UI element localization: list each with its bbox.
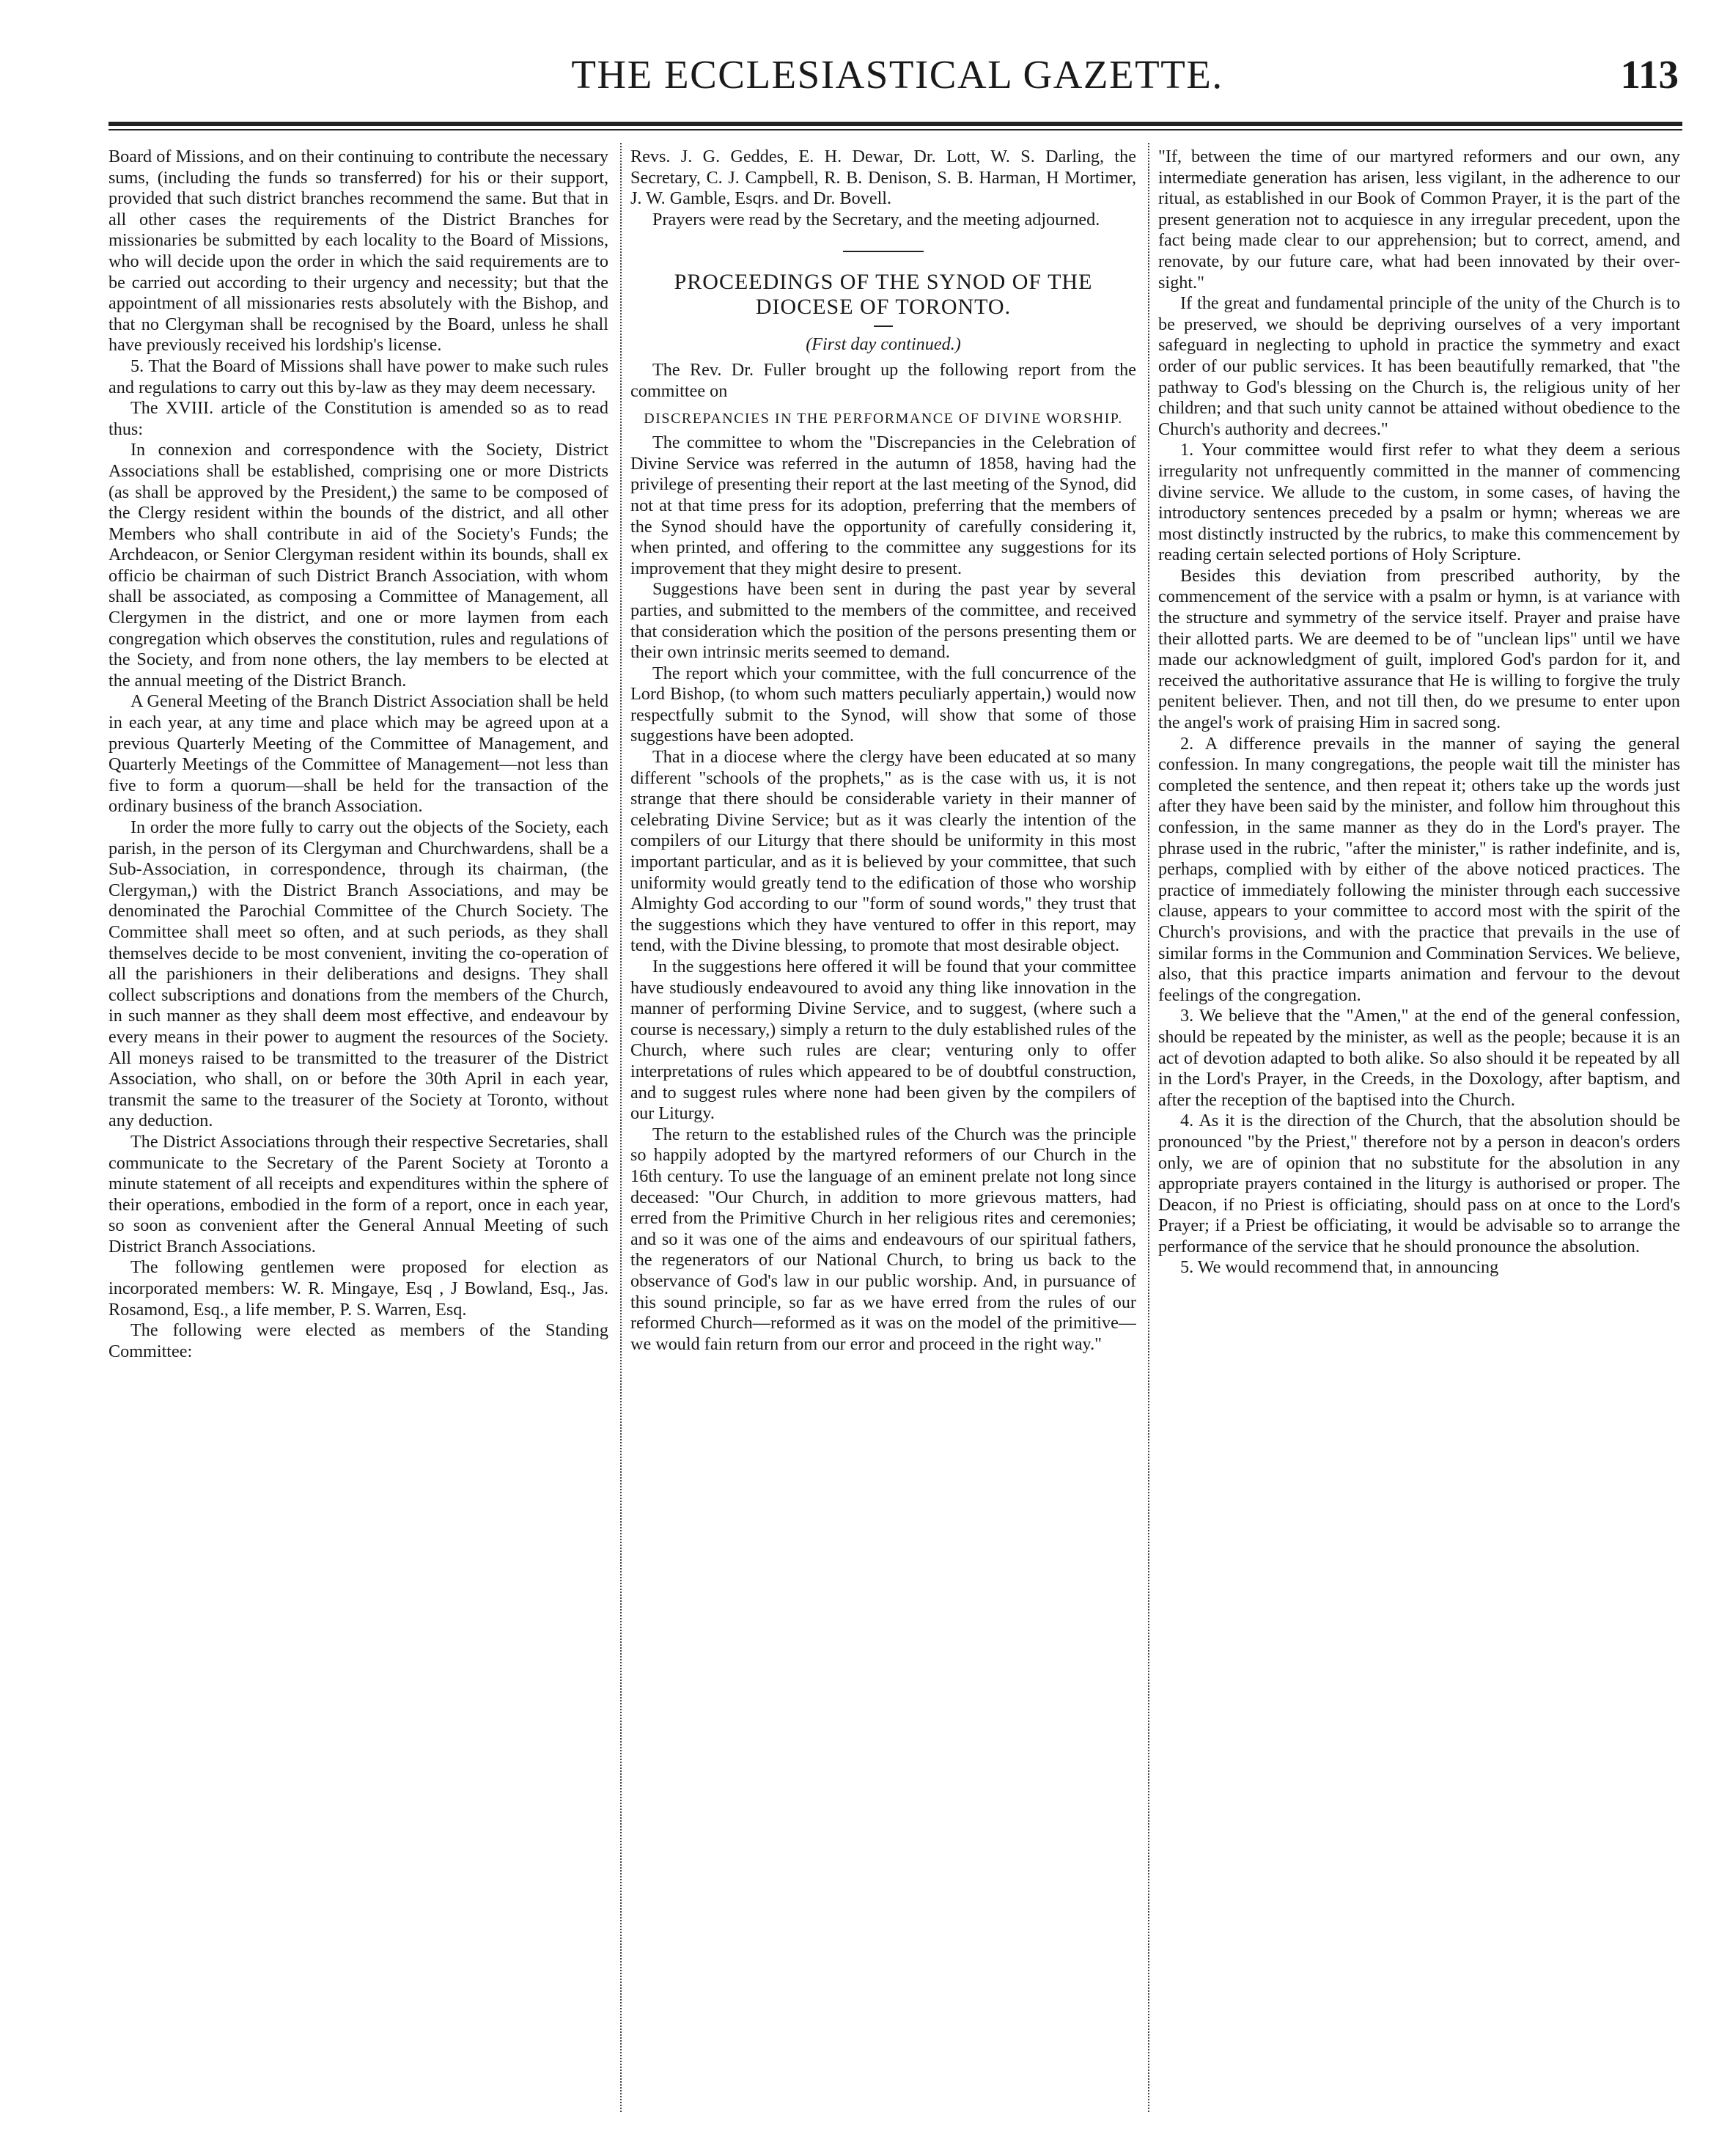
paragraph: The District Associations through their respective Secretaries, shall communicate to the Secretary of the Parent Society at Toronto a minute statement of all receipts and expenditures within the sphere of their operations, embodied in the form of a report, once in each year, so soon as convenient after the General Annual Meeting of such District Branch Associations. <box>108 1131 608 1257</box>
paragraph: 4. As it is the direction of the Church, that the absolution should be pronounced "by the Priest," therefore not by a person in deacon's orders only, we are of opinion that no substitute for the absolution in any appropriate prayers contained in the liturgy is authorised or proper. The Deacon, if no Priest is officiating, should pass on at once to the Lord's Prayer; if a Priest be officiating, it would be advisable so to arrange the performance of the service that he should pronounce the absolution. <box>1158 1111 1680 1257</box>
paragraph: Besides this deviation from prescribed authority, by the commencement of the service with a psalm or hymn, is at variance with the structure and symmetry of the service itself. Prayer and praise have their allotted parts. We are deemed to be of "unclean lips" until we have made our acknowledgment of guilt, implored God's pardon for it, and received the authoritative assurance that He is willing to forgive the truly penitent believer. Then, and not till then, do we presume to enter upon the angel's work of praising Him in sacred song. <box>1158 565 1680 733</box>
paragraph: The following gentlemen were proposed for election as incorporated members: W. R. Mingaye, Esq , J Bowland, Esq., Jas. Rosamond, Esq., a life member, P. S. Warren, Esq. <box>108 1257 608 1320</box>
page-number: 113 <box>1620 52 1679 97</box>
heading-divider <box>874 325 893 327</box>
paragraph: Prayers were read by the Secretary, and the meeting adjourned. <box>652 209 1100 229</box>
paragraph: The XVIII. article of the Constitution is amended so as to read thus: <box>108 398 608 439</box>
paragraph: Board of Missions, and on their continuing to contribute the necessary sums, (including the funds so transferred) for his or their support, provided that such district branches recommend the same. But that in all other cases the requirements of the District Branches for missionaries be submitted by each locality to the Board of Missions, who will decide upon the order in which the said requirements are to be carried out according to their urgency and necessity; but that the appointment of all missionaries rests absolutely with the Bishop, and that no Clergyman shall be recognised by the Board, unless he shall have previously received his lordship's license. <box>108 147 608 356</box>
paragraph: In order the more fully to carry out the objects of the Society, each parish, in the person of its Clergyman and Churchwardens, shall be a Sub-Association, in correspondence, through its chairman, (the Clergyman,) with the District Branch Associations, and may be denominated the Parochial Committee of the Church Society. The Committee shall meet so often, and at such periods, as they shall themselves decide to be most convenient, inviting the co-operation of all the parishioners in their deliberations and designs. They shall collect subscriptions and donations from the members of the Church, in such manner as they shall deem most effective, and endeavour by every means in their power to augment the resources of the Society. All moneys raised to be transmitted to the treasurer of the District Association, who shall, on or before the 30th April in each year, transmit the same to the treasurer of the Society at Toronto, without any deduction. <box>108 817 608 1131</box>
header-rule-thin <box>108 129 1682 130</box>
column-divider <box>620 143 622 2112</box>
paragraph: "If, between the time of our martyred reformers and our own, any intermediate generation has arisen, less vigilant, in the adherence to our ritual, as established in our Book of Common Prayer, it is the part of the present generation not to acquiesce in any irregular precedent, upon the fact being made clear to our apprehension; but to correct, amend, and renovate, by our future care, what had been innovated by their over-sight." <box>1158 147 1680 293</box>
column-2 <box>630 147 1136 2112</box>
paragraph: The return to the established rules of the Church was the principle so happily adopted by the martyred reformers of our Church in the 16th century. To use the language of an eminent prelate not long since deceased: "Our Church, in addition to more grievous matters, had erred from the Primitive Church in her religious rites and ceremonies; and so it was one of the aims and endeavours of our spiritual fathers, the regenerators of our National Church, to bring us back to the observance of God's law in our public worship. And, in pursuance of this sound principle, so far as we have erred from the rules of our reformed Church—reformed as it was on the model of the primitive—we would fain return from our error and proceed in the right way." <box>630 1124 1136 1354</box>
column-3 <box>1158 147 1680 2112</box>
paragraph: That in a diocese where the clergy have been educated at so many different "schools of the prophets," as is the case with us, it is not strange that there should be considerable variety in their manner of celebrating Divine Service; but as it was clearly the intention of the compilers of our Liturgy that there should be uniformity in this most important particular, and as it is believed by your committee, that such uniformity would greatly tend to the edification of those who worship Almighty God according to our "form of sound words," they trust that the suggestions which they have ventured to offer in this report, may tend, with the Divine blessing, to promote that most desirable object. <box>630 747 1136 956</box>
paragraph: 2. A difference prevails in the manner of saying the general confession. In many congregations, the people wait till the minister has completed the sentence, and then repeat it; others take up the words just after they have been said by the minister, and follow him throughout this confession, in the same manner as they do in the Lord's prayer. The phrase used in the rubric, "after the minister," is rather indefinite, and is, perhaps, complied with by either of the above noticed practices. The practice of immediately following the minister through each successive clause, appears to your committee to accord most with the spirit of the Church's provisions, and with the practice that prevails in the use of similar forms in the Communion and Commination Services. We believe, also, that this practice imparts animation and fervour to the devout feelings of the congregation. <box>1158 733 1680 1005</box>
page-title: THE ECCLESIASTICAL GAZETTE. <box>571 52 1223 97</box>
page-header <box>108 44 1686 110</box>
paragraph: The report which your committee, with the full concurrence of the Lord Bishop, (to whom such matters peculiarly appertain,) would now respectfully submit to the Synod, will show that some of those suggestions have been adopted. <box>630 663 1136 746</box>
paragraph: 1. Your committee would first refer to what they deem a serious irregularity not unfrequently committed in the manner of commencing divine service. We allude to the custom, in some cases, of having the introductory sentences preceded by a psalm or hymn; whereas we are most distinctly instructed by the rubrics, to make this commencement by reading certain selected portions of Holy Scripture. <box>1158 440 1680 565</box>
paragraph: A General Meeting of the Branch District Association shall be held in each year, at any time and place which may be agreed upon at a previous Quarterly Meeting of the Committee of Management, and Quarterly Meetings of the Committee of Management—not less than five to form a quorum—shall be held for the transaction of the ordinary business of the branch Association. <box>108 691 608 817</box>
section-subheading: (First day continued.) <box>806 334 961 355</box>
paragraph: Revs. J. G. Geddes, E. H. Dewar, Dr. Lott, W. S. Darling, the Secretary, C. J. Campbell, R. B. Denison, S. B. Harman, H Mortimer, J. W. Gamble, Esqrs. and Dr. Bovell. <box>630 147 1136 209</box>
paragraph: In the suggestions here offered it will be found that your committee have studiously endeavoured to avoid any thing like innovation in the manner of performing Divine Service, and to suggest, (where such a course is necessary,) simply a return to the duly established rules of the Church, where such rules are clear; venturing only to offer interpretations of rules which appeared to be of doubtful construction, and to suggest rules where none had been given by the compilers of our Liturgy. <box>630 957 1136 1124</box>
paragraph: 5. We would recommend that, in announcing <box>1180 1257 1499 1278</box>
paragraph: The following were elected as members of the Standing Committee: <box>108 1320 608 1361</box>
paragraph: Suggestions have been sent in during the past year by several parties, and submitted to the members of the committee, and received that consideration which the position of the persons presenting them or their own intrinsic merits seemed to demand. <box>630 579 1136 663</box>
paragraph: The Rev. Dr. Fuller brought up the following report from the committee on <box>630 359 1136 401</box>
paragraph: If the great and fundamental principle of the unity of the Church is to be preserved, we should be depriving ourselves of a very important safeguard in neglecting to uphold in practice the symmetry and exact order of our public services. It has been beautifully remarked, that "the pathway to God's blessing on the Church is, the religious unity of her children; and that such unity cannot be attained without obedience to the Church's authority and decrees." <box>1158 293 1680 439</box>
column-divider <box>1148 143 1149 2112</box>
report-title: DISCREPANCIES IN THE PERFORMANCE OF DIVINE WORSHIP. <box>644 411 1123 427</box>
paragraph: The committee to whom the "Discrepancies in the Celebration of Divine Service was referred in the autumn of 1858, having had the privilege of presenting their report at the last meeting of the Synod, did not at that time press for its adoption, preferring that the members of the Synod should have the opportunity of carefully considering it, when printed, and offering to the committee any suggestions for its improvement that they might desire to present. <box>630 433 1136 578</box>
paragraph: 3. We believe that the "Amen," at the end of the general confession, should be repeated by the minister, as well as the people; because it is an act of devotion adapted to both alike. So also should it be repeated by all in the Lord's Prayer, in the Creeds, in the Doxology, after baptism, and after the reception of the baptised into the Church. <box>1158 1006 1680 1110</box>
header-rule <box>108 122 1682 126</box>
section-divider <box>843 251 924 252</box>
section-heading: PROCEEDINGS OF THE SYNOD OF THE DIOCESE OF TORONTO. <box>674 270 1093 320</box>
paragraph: 5. That the Board of Missions shall have power to make such rules and regulations to carry out this by-law as they may deem necessary. <box>108 356 608 397</box>
column-1 <box>108 147 608 2112</box>
paragraph: In connexion and correspondence with the Society, District Associations shall be established, comprising one or more Districts (as shall be approved by the President,) the same to be composed of the Clergy resident within the bounds of the district, and all other Members who shall contribute in aid of the Society's Funds; the Archdeacon, or Senior Clergyman resident within its bounds, shall ex officio be chairman of such District Branch Association, with whom shall be associated, as composing a Committee of Management, all Clergymen in the district, and one or more laymen from each congregation which observes the constitution, rules and regulations of the Society, and from none others, the lay members to be elected at the annual meeting of the District Branch. <box>108 440 608 691</box>
